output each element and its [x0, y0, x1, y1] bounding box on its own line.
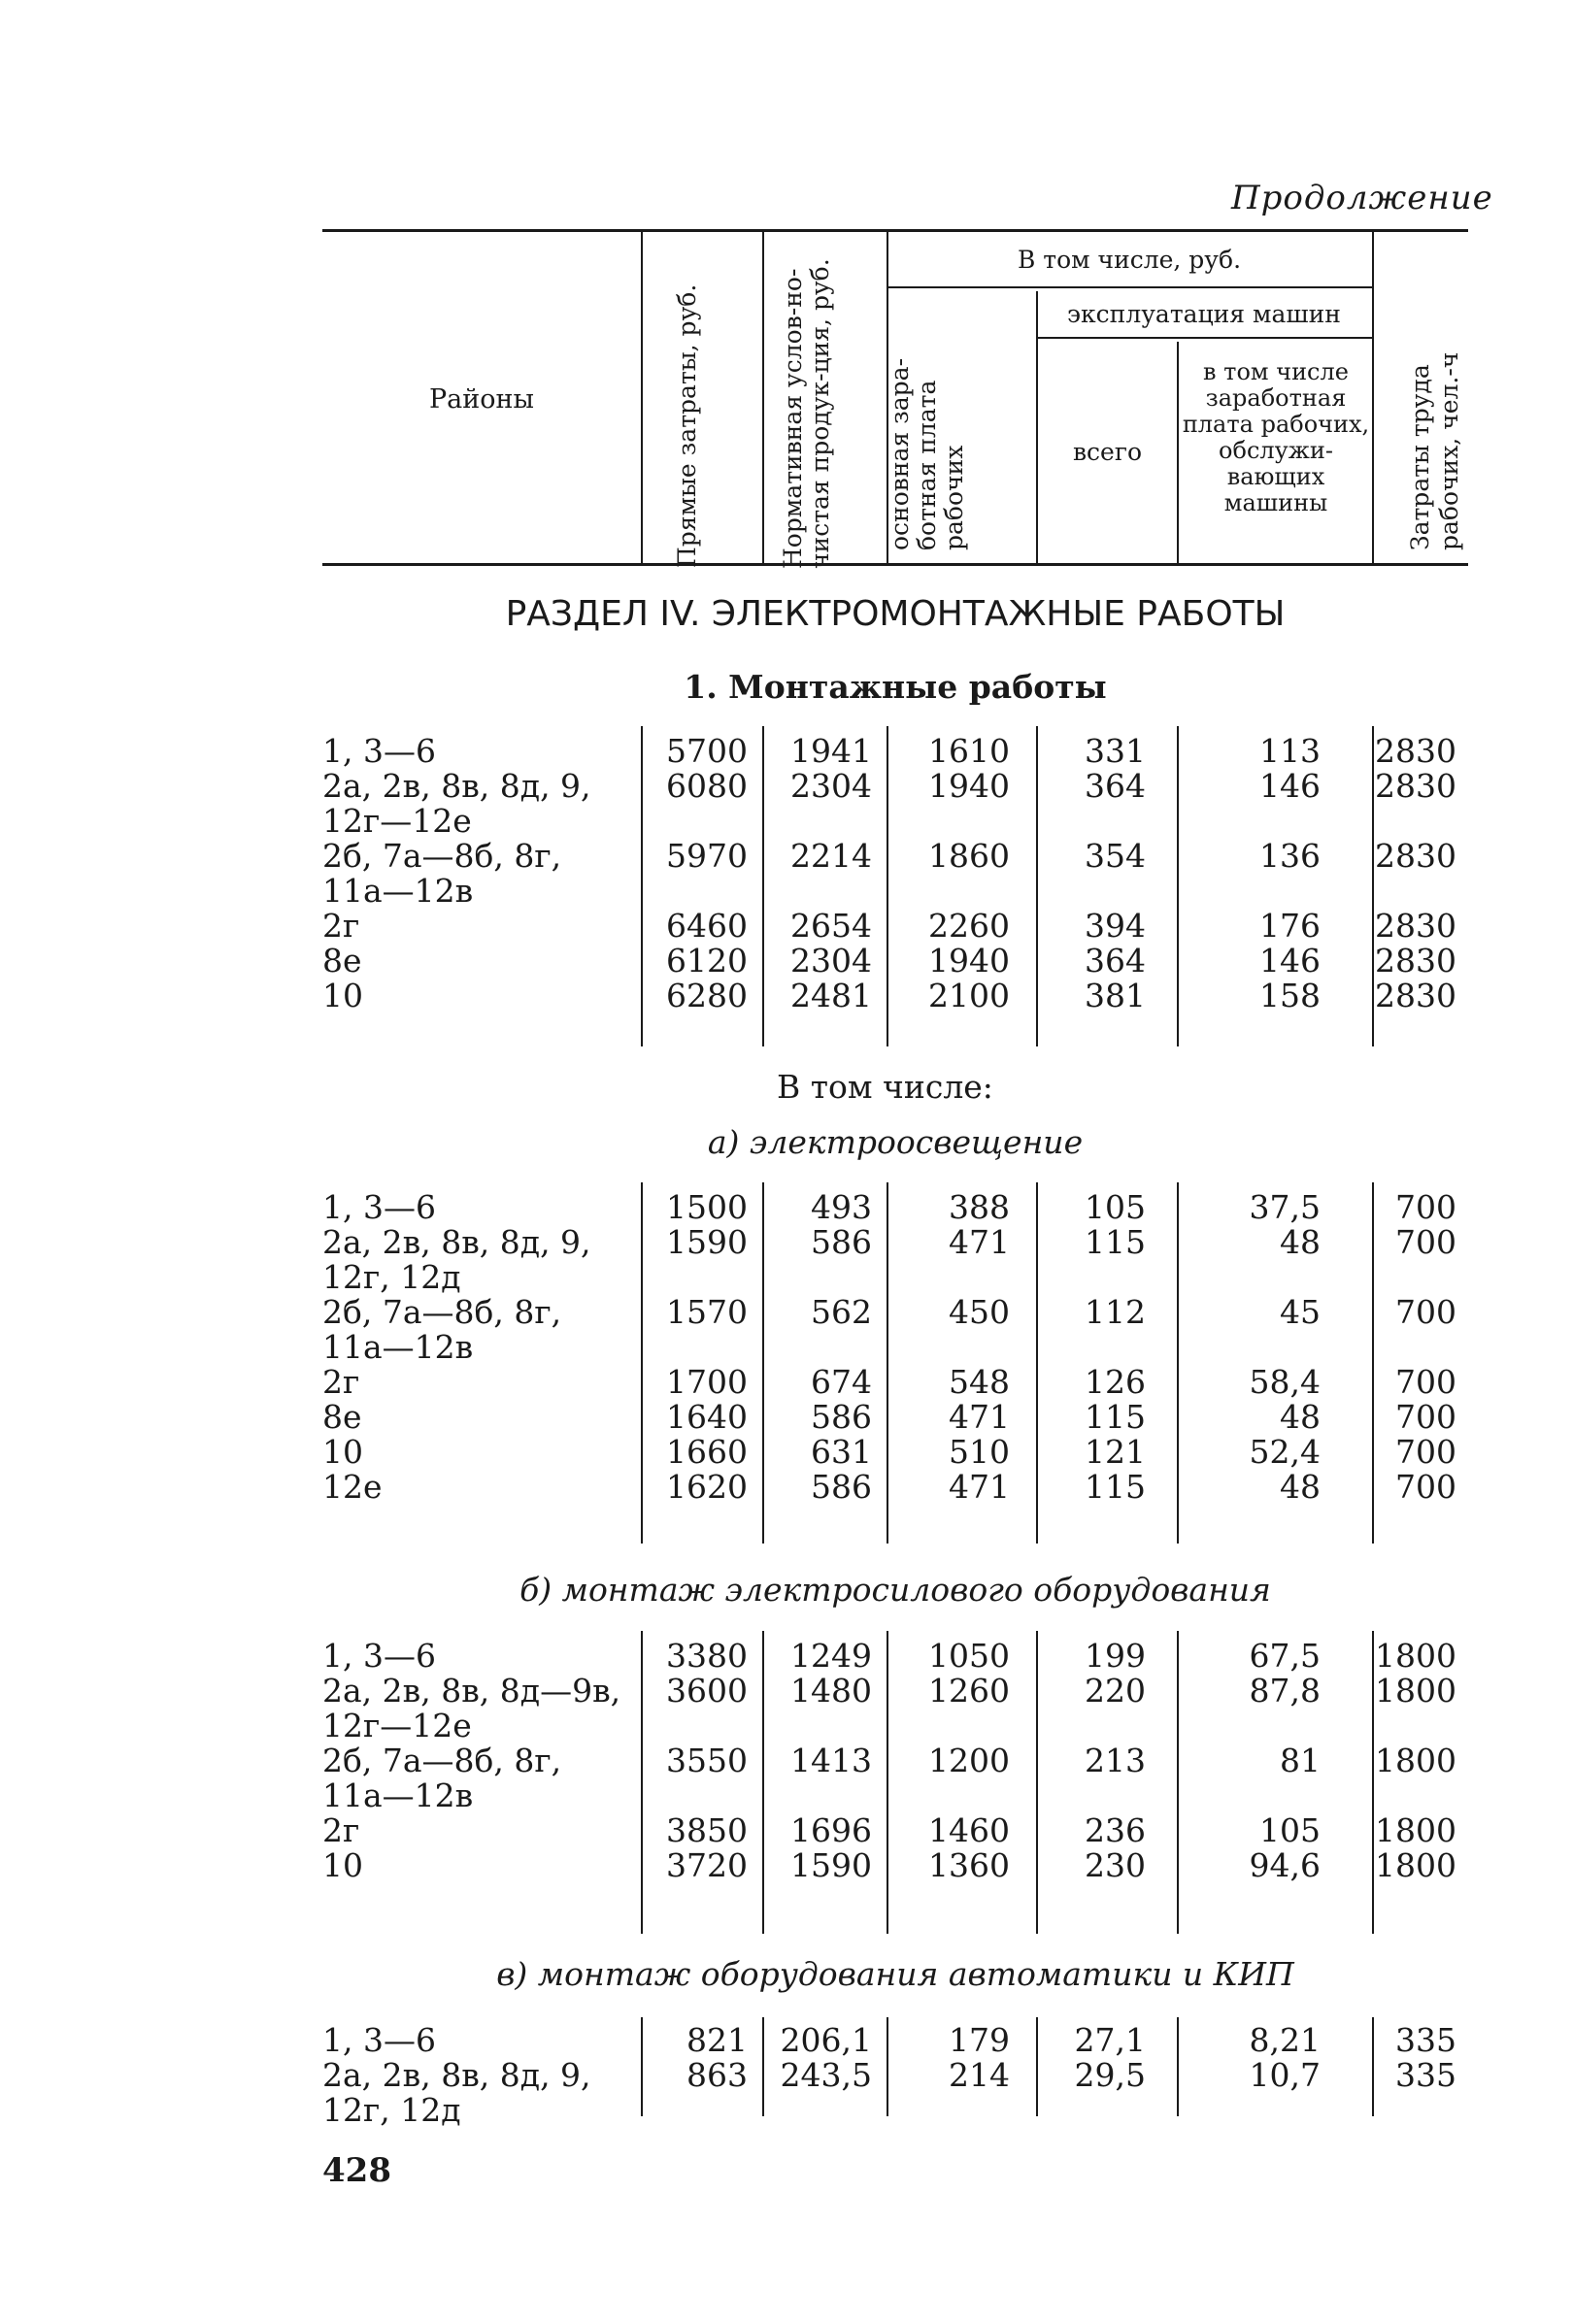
value-cell: 1590: [790, 1846, 872, 1884]
header-incl-wage: в том числе заработная плата рабочих, обслужи-вающих машины: [1182, 358, 1370, 516]
value-cell: 2304: [790, 767, 872, 805]
value-cell: 8,21: [1249, 2021, 1321, 2059]
value-cell: 48: [1280, 1398, 1321, 1436]
value-cell: 1640: [666, 1398, 748, 1436]
value-cell: 700: [1395, 1188, 1456, 1226]
value-cell: 700: [1395, 1468, 1456, 1506]
value-cell: 1800: [1375, 1637, 1456, 1675]
region-label: 10: [322, 1433, 363, 1471]
region-label: 10: [322, 977, 363, 1014]
value-cell: 113: [1259, 732, 1321, 770]
value-cell: 700: [1395, 1293, 1456, 1331]
region-label: 2б, 7а—8б, 8г,: [322, 837, 562, 875]
value-cell: 2304: [790, 942, 872, 979]
header-incl-rub: В том числе, руб.: [1017, 246, 1242, 274]
region-label: 2а, 2в, 8в, 8д—9в,: [322, 1672, 621, 1710]
region-label: 11а—12в: [322, 1776, 474, 1814]
incl-label: В том числе:: [777, 1068, 993, 1106]
value-cell: 94,6: [1249, 1846, 1321, 1884]
region-label: 12г, 12д: [322, 2091, 461, 2129]
region-label: 1, 3—6: [322, 2021, 436, 2059]
value-cell: 1610: [928, 732, 1010, 770]
value-cell: 2481: [790, 977, 872, 1014]
value-cell: 1200: [928, 1742, 1010, 1779]
value-cell: 2830: [1375, 942, 1456, 979]
value-cell: 2654: [790, 907, 872, 945]
header-direct-costs: Прямые затраты, руб.: [673, 283, 701, 568]
value-cell: 562: [811, 1293, 872, 1331]
value-cell: 364: [1085, 767, 1146, 805]
header-top-rule: [322, 229, 1468, 232]
value-cell: 2830: [1375, 837, 1456, 875]
value-cell: 176: [1259, 907, 1321, 945]
region-label: 12е: [322, 1468, 383, 1506]
value-cell: 158: [1259, 977, 1321, 1014]
value-cell: 700: [1395, 1398, 1456, 1436]
value-cell: 2830: [1375, 732, 1456, 770]
value-cell: 586: [811, 1223, 872, 1261]
value-cell: 471: [949, 1468, 1010, 1506]
value-cell: 471: [949, 1398, 1010, 1436]
value-cell: 1696: [790, 1811, 872, 1849]
value-cell: 1260: [928, 1672, 1010, 1710]
region-label: 11а—12в: [322, 872, 474, 910]
value-cell: 1413: [790, 1742, 872, 1779]
region-label: 2б, 7а—8б, 8г,: [322, 1742, 562, 1779]
value-cell: 3850: [666, 1811, 748, 1849]
region-label: 1, 3—6: [322, 1637, 436, 1675]
value-cell: 1590: [666, 1223, 748, 1261]
value-cell: 335: [1395, 2056, 1456, 2094]
region-label: 12г—12е: [322, 802, 472, 840]
value-cell: 863: [686, 2056, 748, 2094]
value-cell: 236: [1085, 1811, 1146, 1849]
value-cell: 1800: [1375, 1811, 1456, 1849]
header-regions: Районы: [429, 384, 534, 415]
value-cell: 112: [1085, 1293, 1146, 1331]
value-cell: 58,4: [1249, 1363, 1321, 1401]
value-cell: 81: [1280, 1742, 1321, 1779]
value-cell: 115: [1085, 1223, 1146, 1261]
value-cell: 1800: [1375, 1672, 1456, 1710]
value-cell: 243,5: [780, 2056, 872, 2094]
value-cell: 146: [1259, 767, 1321, 805]
value-cell: 510: [949, 1433, 1010, 1471]
region-label: 12г, 12д: [322, 1258, 461, 1296]
value-cell: 52,4: [1249, 1433, 1321, 1471]
value-cell: 3550: [666, 1742, 748, 1779]
value-cell: 2260: [928, 907, 1010, 945]
value-cell: 1460: [928, 1811, 1010, 1849]
value-cell: 206,1: [780, 2021, 872, 2059]
value-cell: 6280: [666, 977, 748, 1014]
value-cell: 2214: [790, 837, 872, 875]
header-normative: Нормативная услов-но-чистая продук-ция, руб.: [779, 258, 834, 569]
value-cell: 381: [1085, 977, 1146, 1014]
region-label: 1, 3—6: [322, 1188, 436, 1226]
value-cell: 1050: [928, 1637, 1010, 1675]
header-machine-operation: эксплуатация машин: [1067, 300, 1341, 328]
value-cell: 48: [1280, 1223, 1321, 1261]
region-label: 10: [322, 1846, 363, 1884]
value-cell: 3600: [666, 1672, 748, 1710]
value-cell: 179: [949, 2021, 1010, 2059]
value-cell: 115: [1085, 1468, 1146, 1506]
value-cell: 105: [1085, 1188, 1146, 1226]
value-cell: 10,7: [1249, 2056, 1321, 2094]
value-cell: 631: [811, 1433, 872, 1471]
value-cell: 586: [811, 1468, 872, 1506]
region-label: 2б, 7а—8б, 8г,: [322, 1293, 562, 1331]
value-cell: 1940: [928, 942, 1010, 979]
value-cell: 1941: [790, 732, 872, 770]
value-cell: 335: [1395, 2021, 1456, 2059]
value-cell: 5700: [666, 732, 748, 770]
value-cell: 6460: [666, 907, 748, 945]
value-cell: 364: [1085, 942, 1146, 979]
value-cell: 1500: [666, 1188, 748, 1226]
value-cell: 220: [1085, 1672, 1146, 1710]
continuation-label: Продолжение: [1231, 179, 1493, 217]
value-cell: 354: [1085, 837, 1146, 875]
value-cell: 3720: [666, 1846, 748, 1884]
value-cell: 388: [949, 1188, 1010, 1226]
region-label: 2г: [322, 907, 360, 945]
value-cell: 213: [1085, 1742, 1146, 1779]
value-cell: 1800: [1375, 1846, 1456, 1884]
value-cell: 5970: [666, 837, 748, 875]
value-cell: 1860: [928, 837, 1010, 875]
value-cell: 214: [949, 2056, 1010, 2094]
value-cell: 1700: [666, 1363, 748, 1401]
value-cell: 146: [1259, 942, 1321, 979]
value-cell: 121: [1085, 1433, 1146, 1471]
value-cell: 67,5: [1249, 1637, 1321, 1675]
value-cell: 105: [1259, 1811, 1321, 1849]
group-title-a: а) электроосвещение: [707, 1123, 1084, 1161]
region-label: 8е: [322, 942, 362, 979]
value-cell: 45: [1280, 1293, 1321, 1331]
value-cell: 493: [811, 1188, 872, 1226]
value-cell: 3380: [666, 1637, 748, 1675]
value-cell: 394: [1085, 907, 1146, 945]
value-cell: 471: [949, 1223, 1010, 1261]
value-cell: 126: [1085, 1363, 1146, 1401]
page-number: 428: [322, 2151, 391, 2190]
region-label: 12г—12е: [322, 1707, 472, 1744]
value-cell: 37,5: [1249, 1188, 1321, 1226]
header-bottom-rule: [322, 563, 1468, 566]
value-cell: 821: [686, 2021, 748, 2059]
subsection-title: 1. Монтажные работы: [684, 668, 1107, 706]
value-cell: 2830: [1375, 977, 1456, 1014]
region-label: 11а—12в: [322, 1328, 474, 1366]
value-cell: 586: [811, 1398, 872, 1436]
group-title-b: б) монтаж электросилового оборудования: [519, 1571, 1271, 1609]
value-cell: 115: [1085, 1398, 1146, 1436]
value-cell: 331: [1085, 732, 1146, 770]
value-cell: 6080: [666, 767, 748, 805]
region-label: 2а, 2в, 8в, 8д, 9,: [322, 2056, 591, 2094]
header-base-wage: основная зара-ботная плата рабочих: [886, 357, 968, 550]
value-cell: 6120: [666, 942, 748, 979]
value-cell: 1360: [928, 1846, 1010, 1884]
value-cell: 1570: [666, 1293, 748, 1331]
value-cell: 1940: [928, 767, 1010, 805]
group-title-v: в) монтаж оборудования автоматики и КИП: [496, 1955, 1294, 1993]
value-cell: 1800: [1375, 1742, 1456, 1779]
value-cell: 2830: [1375, 907, 1456, 945]
value-cell: 700: [1395, 1433, 1456, 1471]
value-cell: 2100: [928, 977, 1010, 1014]
region-label: 2а, 2в, 8в, 8д, 9,: [322, 1223, 591, 1261]
value-cell: 1660: [666, 1433, 748, 1471]
value-cell: 230: [1085, 1846, 1146, 1884]
value-cell: 548: [949, 1363, 1010, 1401]
value-cell: 199: [1085, 1637, 1146, 1675]
header-total: всего: [1072, 438, 1143, 466]
region-label: 2а, 2в, 8в, 8д, 9,: [322, 767, 591, 805]
value-cell: 700: [1395, 1223, 1456, 1261]
value-cell: 1249: [790, 1637, 872, 1675]
value-cell: 27,1: [1074, 2021, 1146, 2059]
value-cell: 87,8: [1249, 1672, 1321, 1710]
value-cell: 2830: [1375, 767, 1456, 805]
value-cell: 29,5: [1074, 2056, 1146, 2094]
region-label: 1, 3—6: [322, 732, 436, 770]
value-cell: 1480: [790, 1672, 872, 1710]
value-cell: 48: [1280, 1468, 1321, 1506]
value-cell: 1620: [666, 1468, 748, 1506]
region-label: 2г: [322, 1363, 360, 1401]
value-cell: 674: [811, 1363, 872, 1401]
section-title: РАЗДЕЛ IV. ЭЛЕКТРОМОНТАЖНЫЕ РАБОТЫ: [505, 594, 1286, 634]
region-label: 8е: [322, 1398, 362, 1436]
value-cell: 136: [1259, 837, 1321, 875]
value-cell: 700: [1395, 1363, 1456, 1401]
region-label: 2г: [322, 1811, 360, 1849]
header-labor: Затраты труда рабочих, чел.-ч: [1406, 351, 1463, 550]
value-cell: 450: [949, 1293, 1010, 1331]
